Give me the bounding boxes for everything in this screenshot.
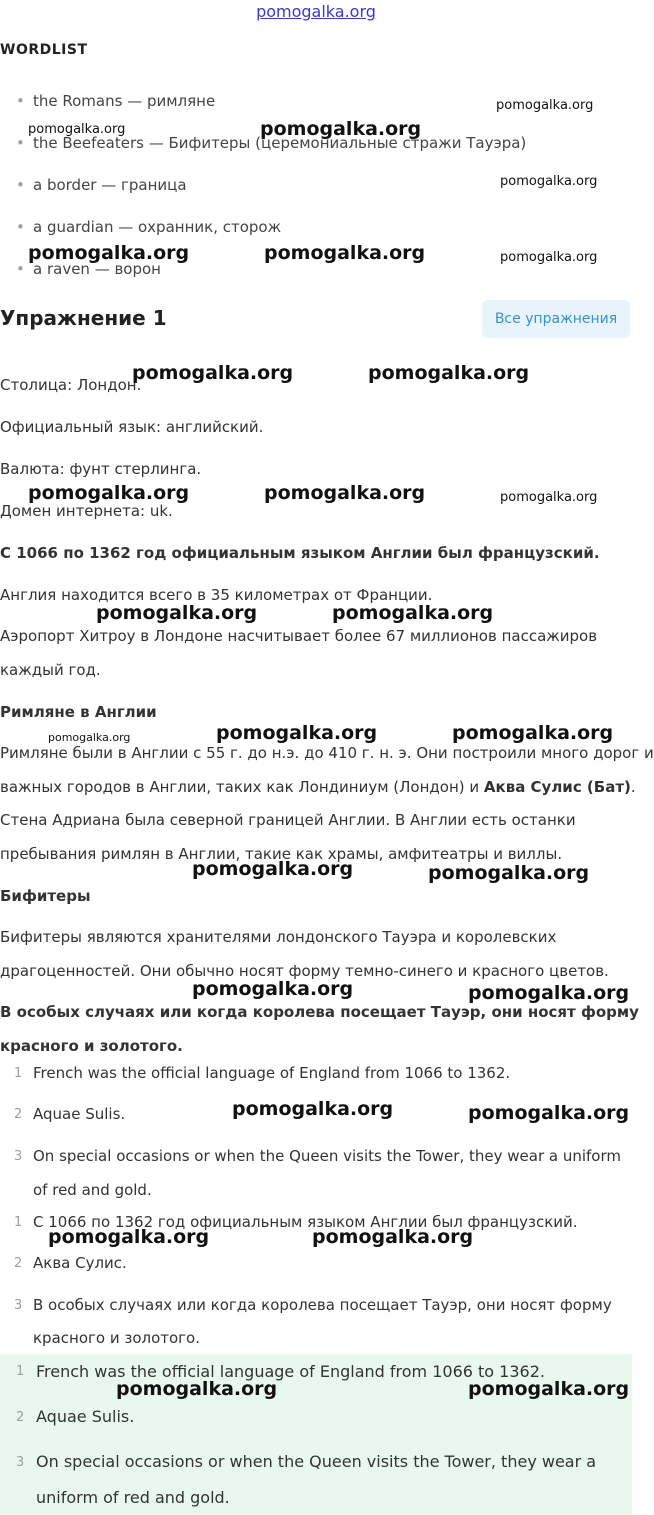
wordlist-title: WORDLIST	[0, 42, 88, 58]
watermark: pomogalka.org	[260, 118, 422, 140]
romans-text-1: Римляне были в Англии с 55 г. до н.э. до 410 г. н. э. Они построили много дорог и	[0, 744, 654, 762]
answer-number: 2	[14, 1256, 23, 1271]
answer-ru-1: С 1066 по 1362 год официальным языком Англии был французский.	[33, 1213, 578, 1231]
answer-number: 2	[14, 1107, 23, 1122]
watermark: pomogalka.org	[468, 982, 630, 1004]
answer-number: 1	[14, 1215, 23, 1230]
answer-number: 1	[14, 1066, 23, 1081]
watermark: pomogalka.org	[312, 1226, 474, 1248]
watermark: pomogalka.org	[264, 482, 426, 504]
watermark: pomogalka.org	[132, 362, 294, 384]
answer-highlight-3-line1: On special occasions or when the Queen visits the Tower, they wear a	[36, 1452, 597, 1471]
french-fact: С 1066 по 1362 год официальным языком Англии был французский.	[0, 544, 600, 562]
answer-en-3-line1: On special occasions or when the Queen visits the Tower, they wear a uniform	[33, 1147, 621, 1165]
romans-text-3: Стена Адриана была северной границей Англии. В Англии есть останки	[0, 811, 576, 829]
list-item: • the Beefeaters — Бифитеры (церемониальные стражи Тауэра)	[16, 134, 527, 152]
watermark: pomogalka.org	[332, 602, 494, 624]
answer-highlight-2: Aquae Sulis.	[36, 1407, 135, 1426]
watermark: pomogalka.org	[48, 1226, 210, 1248]
bullet-icon: •	[16, 260, 25, 278]
watermark: pomogalka.org	[368, 362, 530, 384]
answer-number: 2	[16, 1410, 25, 1425]
answer-ru-3-line2: красного и золотого.	[33, 1329, 201, 1347]
list-item: • a border — граница	[16, 176, 187, 194]
romans-heading: Римляне в Англии	[0, 703, 157, 721]
watermark: pomogalka.org	[48, 731, 131, 744]
answer-number: 3	[14, 1298, 23, 1313]
romans-text-4: пребывания римлян в Англии, такие как храмы, амфитеатры и виллы.	[0, 845, 563, 863]
beefeaters-text-1: Бифитеры являются хранителями лондонского Тауэра и королевских	[0, 928, 557, 946]
list-item: • a guardian — охранник, сторож	[16, 218, 282, 236]
answer-highlight-1: French was the official language of England from 1066 to 1362.	[36, 1362, 545, 1381]
beefeaters-text-2: драгоценностей. Они обычно носят форму темно-синего и красного цветов.	[0, 962, 609, 980]
watermark: pomogalka.org	[232, 1098, 394, 1120]
beefeaters-heading: Бифитеры	[0, 887, 91, 905]
watermark: pomogalka.org	[496, 98, 594, 113]
currency-text: Валюта: фунт стерлинга.	[0, 460, 202, 478]
capital-text: Столица: Лондон.	[0, 376, 142, 394]
all-exercises-button[interactable]: Все упражнения	[482, 300, 630, 338]
exercise-title: Упражнение 1	[0, 306, 167, 330]
romans-text-2: важных городов в Англии, таких как Лондиниум (Лондон) и Аква Сулис (Бат).	[0, 778, 636, 796]
watermark: pomogalka.org	[500, 490, 598, 505]
watermark: pomogalka.org	[28, 482, 190, 504]
bullet-icon: •	[16, 218, 25, 236]
answer-en-2: Aquae Sulis.	[33, 1105, 126, 1123]
occasions-text-2: красного и золотого.	[0, 1037, 183, 1055]
answer-number: 3	[14, 1149, 23, 1164]
bullet-icon: •	[16, 176, 25, 194]
watermark: pomogalka.org	[96, 602, 258, 624]
airport-text-1: Аэропорт Хитроу в Лондоне насчитывает более 67 миллионов пассажиров	[0, 627, 598, 645]
watermark: pomogalka.org	[216, 722, 378, 744]
answer-number: 1	[16, 1364, 25, 1379]
answer-highlight-3-line2: uniform of red and gold.	[36, 1488, 230, 1507]
watermark: pomogalka.org	[500, 250, 598, 265]
occasions-text-1: В особых случаях или когда королева посещает Тауэр, они носят форму	[0, 1003, 639, 1021]
airport-text-2: каждый год.	[0, 661, 101, 679]
watermark: pomogalka.org	[468, 1378, 630, 1400]
answer-en-1: French was the official language of England from 1066 to 1362.	[33, 1064, 511, 1082]
domain-text: Домен интернета: uk.	[0, 502, 173, 520]
answer-ru-3-line1: В особых случаях или когда королева посещает Тауэр, они носят форму	[33, 1296, 612, 1314]
watermark: pomogalka.org	[28, 122, 126, 137]
watermark: pomogalka.org	[192, 858, 354, 880]
answer-en-3-line2: of red and gold.	[33, 1181, 152, 1199]
list-item: • a raven — ворон	[16, 260, 161, 278]
site-link[interactable]: pomogalka.org	[256, 2, 376, 21]
watermark: pomogalka.org	[468, 1102, 630, 1124]
answer-number: 3	[16, 1455, 25, 1470]
watermark: pomogalka.org	[452, 722, 614, 744]
watermark: pomogalka.org	[428, 862, 590, 884]
language-text: Официальный язык: английский.	[0, 418, 264, 436]
bullet-icon: •	[16, 134, 25, 152]
answer-ru-2: Аква Сулис.	[33, 1254, 127, 1272]
watermark: pomogalka.org	[28, 242, 190, 264]
list-item: • the Romans — римляне	[16, 92, 216, 110]
bullet-icon: •	[16, 92, 25, 110]
distance-text: Англия находится всего в 35 километрах от Франции.	[0, 586, 433, 604]
watermark: pomogalka.org	[192, 978, 354, 1000]
watermark: pomogalka.org	[264, 242, 426, 264]
watermark: pomogalka.org	[116, 1378, 278, 1400]
watermark: pomogalka.org	[500, 174, 598, 189]
